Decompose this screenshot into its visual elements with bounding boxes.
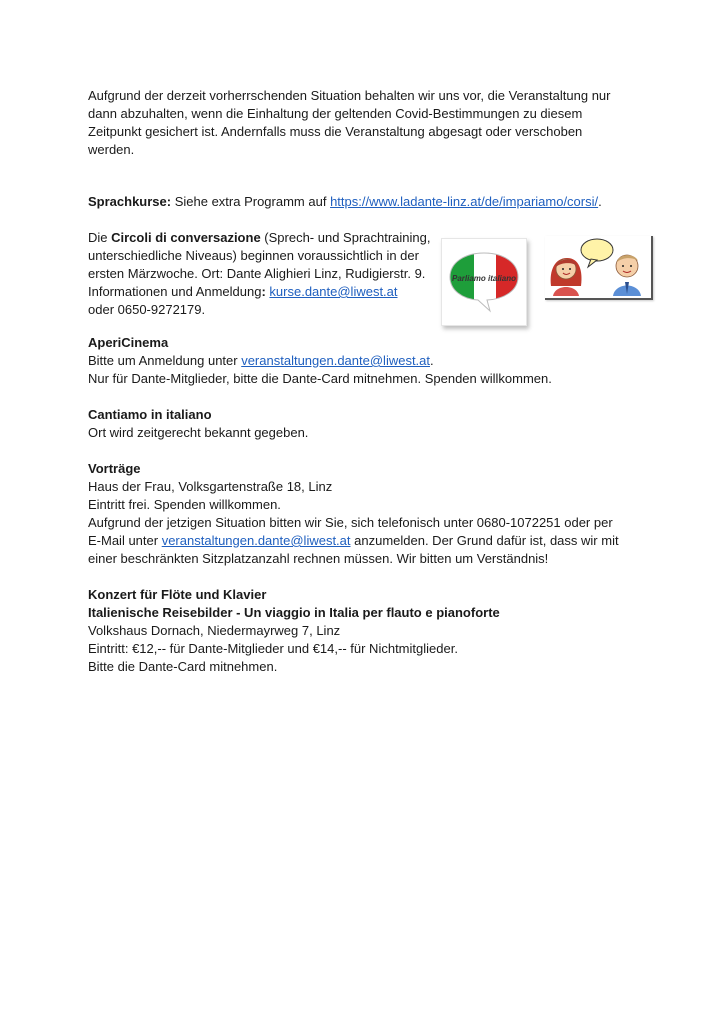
apericinema-text: Bitte um Anmeldung unter: [88, 353, 242, 368]
cantiamo-section: [88, 406, 648, 442]
sprachkurse-suffix: .: [598, 194, 602, 209]
konzert-section: [88, 586, 648, 676]
cantiamo-title: Cantiamo in italiano: [88, 407, 212, 422]
circoli-email-link[interactable]: kurse.dante@liwest.at: [269, 284, 398, 299]
vortraege-location: Haus der Frau, Volksgartenstraße 18, Linz: [88, 479, 333, 494]
circoli-title: Circoli di conversazione: [111, 230, 261, 245]
conversation-image: [545, 236, 653, 300]
vortraege-email-link[interactable]: veranstaltungen.dante@liwest.at: [161, 533, 351, 548]
notice-line: Zeitpunkt gesichert ist. Andernfalls muss die Veranstaltung abgesagt oder verschoben: [88, 124, 583, 139]
circoli-prefix: Die: [88, 230, 112, 245]
circoli-colon: :: [261, 284, 270, 299]
vortraege-info-line: Aufgrund der jetzigen Situation bitten wir Sie, sich telefonisch unter 0680-1072251 oder per: [88, 515, 613, 530]
vortraege-section: [88, 460, 648, 568]
notice-line: werden.: [88, 142, 135, 157]
covid-notice: [88, 87, 648, 159]
vortraege-email-text: E-Mail unter: [88, 533, 162, 548]
apericinema-suffix: .: [430, 353, 434, 368]
apericinema-title: AperiCinema: [88, 335, 169, 350]
vortraege-info-rest: anzumelden. Der Grund dafür ist, dass wir mit: [350, 533, 619, 548]
parliamo-italiano-image: [441, 238, 527, 326]
cantiamo-info: Ort wird zeitgerecht bekannt gegeben.: [88, 425, 309, 440]
notice-line: dann abzuhalten, wenn die Einhaltung der geltenden Covid-Bestimmungen zu diesem: [88, 106, 583, 121]
vortraege-title: Vorträge: [88, 461, 141, 476]
konzert-subtitle: Italienische Reisebilder - Un viaggio in Italia per flauto e pianoforte: [88, 605, 500, 620]
sprachkurse-section: [88, 193, 648, 211]
konzert-admission: Eintritt: €12,-- für Dante-Mitglieder und €14,-- für Nichtmitglieder.: [88, 641, 458, 656]
circoli-line: unterschiedliche Niveaus) beginnen voraussichtlich in der: [88, 248, 419, 263]
circoli-line1-rest: (Sprech- und Sprachtraining,: [260, 230, 431, 245]
apericinema-email-link[interactable]: veranstaltungen.dante@liwest.at: [241, 353, 431, 368]
sprachkurse-label: Sprachkurse:: [88, 194, 172, 209]
circoli-section: [88, 229, 438, 319]
sprachkurse-link[interactable]: https://www.ladante-linz.at/de/impariamo/corsi/: [330, 194, 599, 209]
circoli-line: ersten Märzwoche. Ort: Dante Alighieri Linz, Rudigierstr. 9.: [88, 266, 426, 281]
circoli-info-label: Informationen und Anmeldung: [88, 284, 262, 299]
sprachkurse-text: Siehe extra Programm auf: [171, 194, 331, 209]
notice-line: Aufgrund der derzeit vorherrschenden Situation behalten wir uns vor, die Veranstaltung nur: [88, 88, 611, 103]
vortraege-info-line: einer beschränkten Sitzplatzanzahl rechnen müssen. Wir bitten um Verständnis!: [88, 551, 549, 566]
woman-icon: [551, 258, 582, 296]
apericinema-info: Nur für Dante-Mitglieder, bitte die Dante-Card mitnehmen. Spenden willkommen.: [88, 371, 552, 386]
circoli-phone: oder 0650-9272179.: [88, 302, 206, 317]
konzert-location: Volkshaus Dornach, Niedermayrweg 7, Linz: [88, 623, 341, 638]
man-icon: [613, 255, 641, 296]
speech-bubble-icon: [581, 239, 613, 267]
vortraege-admission: Eintritt frei. Spenden willkommen.: [88, 497, 281, 512]
konzert-title: Konzert für Flöte und Klavier: [88, 587, 267, 602]
parliamo-label: Parliamo italiano: [451, 274, 517, 283]
apericinema-section: [88, 334, 648, 388]
konzert-note: Bitte die Dante-Card mitnehmen.: [88, 659, 278, 674]
